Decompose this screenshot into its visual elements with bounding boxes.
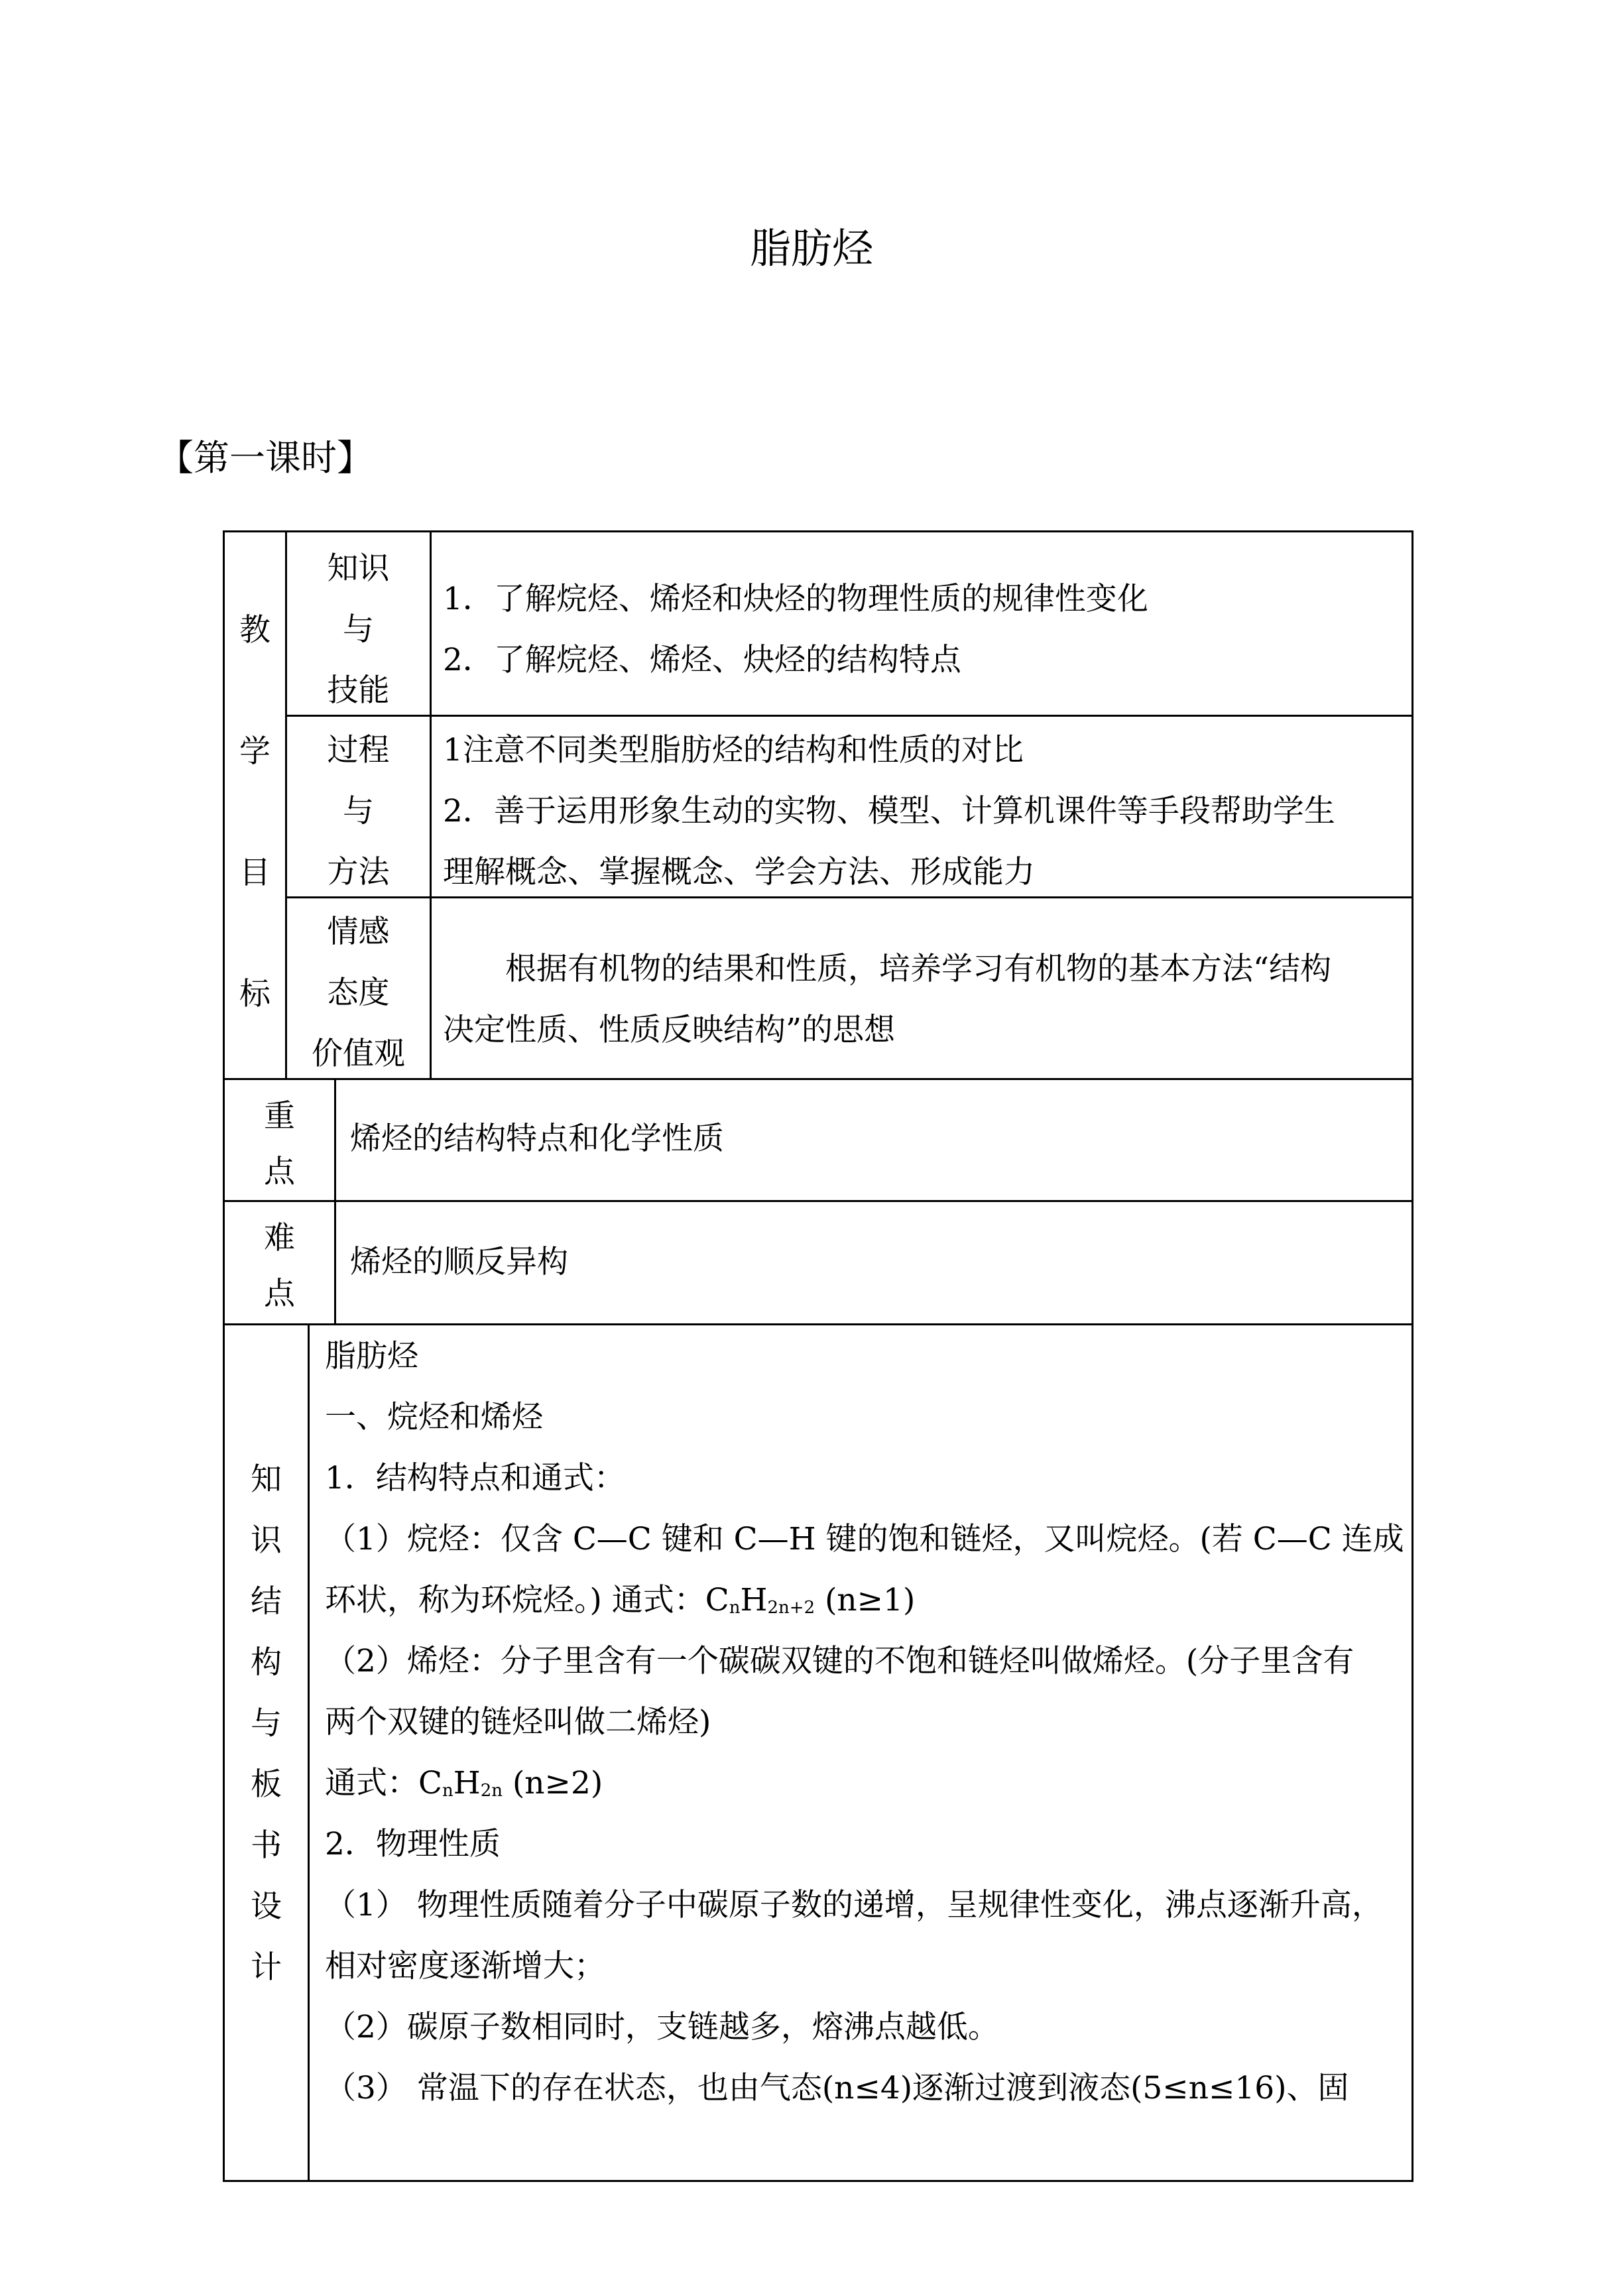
formula-subscript: 2n <box>480 1781 503 1801</box>
difficulty-label <box>225 1211 334 1322</box>
formula-element: H <box>740 1582 768 1618</box>
content-line: （3） 常温下的存在状态，也由气态(n≤4)逐渐过渡到液态(5≤n≤16)、固 <box>325 2070 1349 2106</box>
emotion-values-label <box>287 902 430 1085</box>
label-char: 难 <box>264 1220 295 1256</box>
label-line: 价值观 <box>312 1036 405 1072</box>
content-line: （2）烯烃：分子里含有一个碳碳双键的不饱和链烃叫做烯烃。(分子里含有 <box>325 1643 1354 1679</box>
process-methods-label <box>287 720 430 903</box>
objective-line: 决定性质、性质反映结构”的思想 <box>443 1012 896 1048</box>
label-line: 与 <box>343 611 374 648</box>
knowledge-skills-content <box>443 569 1398 691</box>
label-line: 与 <box>343 793 374 829</box>
formula-element: C <box>705 1582 729 1618</box>
objective-line: 根据有机物的结果和性质，培养学习有机物的基本方法“结构 <box>505 951 1332 987</box>
content-line: 相对密度逐渐增大； <box>325 1948 605 1984</box>
objective-line: 1注意不同类型脂肪烃的结构和性质的对比 <box>443 732 1024 768</box>
knowledge-structure-content <box>325 1326 1402 2119</box>
document-title: 脂肪烃 <box>749 224 873 272</box>
session-heading: 【第一课时】 <box>158 437 373 479</box>
text-segment: (n≥1) <box>815 1582 916 1618</box>
objectives-header <box>225 600 285 1025</box>
label-char: 构 <box>251 1644 282 1681</box>
label-line: 过程 <box>327 732 390 768</box>
objective-line: 2．善于运用形象生动的实物、模型、计算机课件等手段帮助学生 <box>443 793 1335 829</box>
label-char: 书 <box>251 1827 282 1864</box>
label-char: 点 <box>264 1154 295 1190</box>
label-char: 点 <box>264 1276 295 1312</box>
objectives-header-char: 教 <box>239 612 270 648</box>
formula-alkene <box>418 1765 503 1801</box>
content-line <box>325 1570 1402 1631</box>
label-char: 识 <box>251 1522 282 1559</box>
label-line: 态度 <box>327 975 390 1011</box>
label-char: 重 <box>264 1098 295 1134</box>
label-char: 结 <box>251 1583 282 1620</box>
knowledge-structure-label <box>225 1449 308 1998</box>
knowledge-skills-label <box>287 538 430 721</box>
label-char: 知 <box>251 1461 282 1498</box>
emotion-values-content <box>443 939 1398 1061</box>
label-char: 计 <box>251 1949 282 1986</box>
label-line: 情感 <box>327 914 390 950</box>
formula-subscript: n <box>442 1781 453 1801</box>
label-line: 方法 <box>327 854 390 890</box>
objective-item: 1．了解烷烃、烯烃和炔烃的物理性质的规律性变化 <box>443 581 1148 617</box>
content-line: 2．物理性质 <box>325 1826 501 1862</box>
content-line: 脂肪烃 <box>325 1338 418 1374</box>
content-line: 两个双键的链烃叫做二烯烃) <box>325 1704 711 1740</box>
objective-line: 理解概念、掌握概念、学会方法、形成能力 <box>443 854 1035 890</box>
key-point-label <box>225 1089 334 1200</box>
formula-subscript: 2n+2 <box>767 1598 815 1618</box>
content-line: （1） 物理性质随着分子中碳原子数的递增，呈规律性变化，沸点逐渐升高， <box>325 1887 1383 1923</box>
content-line: 一、烷烃和烯烃 <box>325 1399 543 1435</box>
formula-alkane <box>705 1582 815 1618</box>
text-segment: 环状，称为环烷烃。) 通式： <box>325 1582 705 1618</box>
content-line: （2）碳原子数相同时，支链越多，熔沸点越低。 <box>325 2009 999 2045</box>
objectives-header-char: 目 <box>239 855 270 891</box>
text-segment: (n≥2) <box>503 1765 603 1801</box>
label-line: 技能 <box>327 672 390 709</box>
content-line <box>325 1753 1402 1814</box>
formula-subscript: n <box>729 1598 741 1618</box>
key-point-text: 烯烃的结构特点和化学性质 <box>350 1120 724 1157</box>
label-char: 板 <box>251 1766 282 1803</box>
objectives-header-char: 学 <box>239 733 270 770</box>
content-line: 1．结构特点和通式： <box>325 1460 625 1496</box>
content-line: （1）烷烃：仅含 C—C 键和 C—H 键的饱和链烃，又叫烷烃。(若 C—C 连成 <box>325 1521 1404 1557</box>
label-line: 知识 <box>327 550 390 587</box>
difficulty-text: 烯烃的顺反异构 <box>350 1244 568 1280</box>
formula-element: C <box>418 1765 442 1801</box>
formula-element: H <box>453 1765 481 1801</box>
label-char: 设 <box>251 1888 282 1925</box>
process-methods-content <box>443 720 1398 903</box>
objective-item: 2．了解烷烃、烯烃、炔烃的结构特点 <box>443 642 961 678</box>
objectives-header-char: 标 <box>239 976 270 1012</box>
label-char: 与 <box>251 1705 282 1742</box>
text-segment: 通式： <box>325 1765 418 1801</box>
